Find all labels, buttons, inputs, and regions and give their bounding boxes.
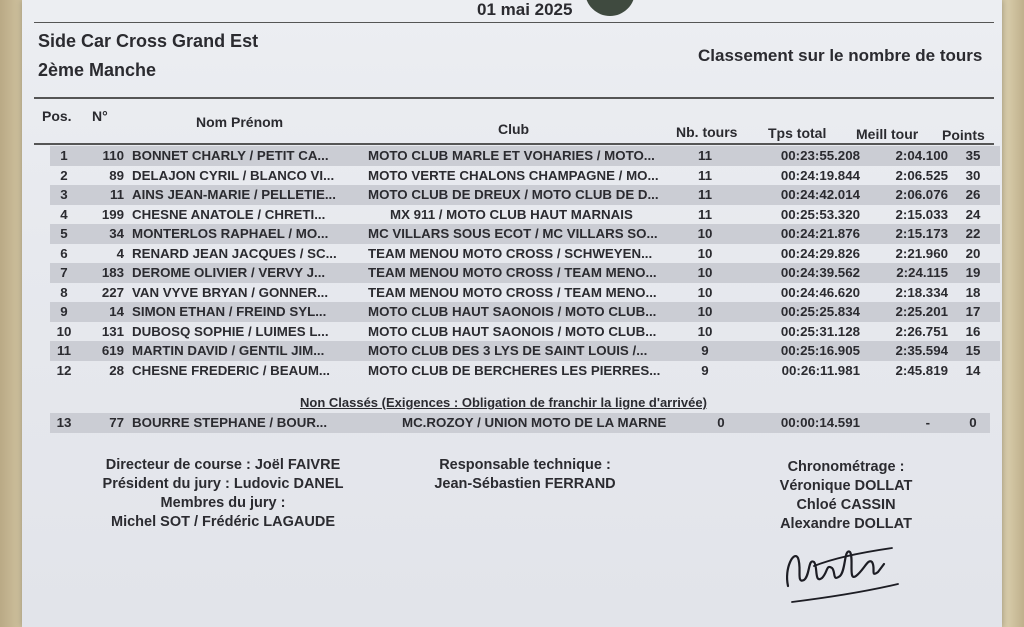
jury-president: Président du jury : Ludovic DANEL [102,476,344,492]
columns-divider [34,143,994,145]
jury-members-title: Membres du jury : [160,495,286,511]
table-row: 1 110 BONNET CHARLY / PETIT CA... MOTO CLUB MARLE ET VOHARIES / MOTO... 11 00:23:55.208 2:04.100 35 [50,146,1000,166]
logo-icon [585,0,635,16]
officials-block [78,456,368,532]
timing-block [746,458,946,534]
col-header-pos: Pos. [42,108,72,124]
table-row: 5 34 MONTERLOS RAPHAEL / MO... MC VILLARS SOUS ECOT / MC VILLARS SO... 10 00:24:21.876 2:15.173 22 [50,224,1000,244]
results-table [50,146,1000,380]
ranking-type: Classement sur le nombre de tours [698,46,983,65]
results-sheet [22,0,1002,627]
table-row: 10 131 DUBOSQ SOPHIE / LUIMES L... MOTO CLUB HAUT SAONOIS / MOTO CLUB... 10 00:25:31.128 2:26.751 16 [56,323,981,339]
table-row: 12 28 CHESNE FREDERIC / BEAUM... MOTO CLUB DE BERCHERES LES PIERRES... 9 00:26:11.981 2:45.819 14 [56,362,981,378]
table-row: 7 183 DEROME OLIVIER / VERVY J... TEAM MENOU MOTO CROSS / TEAM MENO... 10 00:24:39.562 2:24.115 19 [50,263,1000,283]
timing-person-1: Véronique DOLLAT [779,478,913,494]
table-row: 13 77 BOURRE STEPHANE / BOUR... MC.ROZOY / UNION MOTO DE LA MARNE 0 00:00:14.591 - 0 [50,413,990,433]
event-title: Side Car Cross Grand Est [38,31,259,51]
col-header-club: Club [498,121,530,137]
col-header-num: N° [92,108,108,124]
race-heat: 2ème Manche [38,60,157,80]
non-classified-title: Non Classés (Exigences : Obligation de franchir la ligne d'arrivée) [300,395,707,410]
col-header-time: Tps total [768,125,827,141]
jury-members: Michel SOT / Frédéric LAGAUDE [111,514,335,530]
technical-block [420,456,630,494]
timing-person-3: Alexandre DOLLAT [780,516,912,532]
header-divider [34,22,994,23]
col-header-points: Points [942,127,985,143]
table-row: 2 89 DELAJON CYRIL / BLANCO VI... MOTO VERTE CHALONS CHAMPAGNE / MO... 11 00:24:19.844 2:06.525 30 [60,167,981,183]
table-row: 3 11 AINS JEAN-MARIE / PELLETIE... MOTO CLUB DE DREUX / MOTO CLUB DE D... 11 00:24:42.014 2:06.076 26 [50,185,1000,205]
technical-title: Responsable technique : [439,457,611,473]
signature-icon [774,528,914,608]
non-classified-table [50,413,990,433]
header-bottom-divider [34,97,994,99]
event-date: 01 mai 2025 [477,0,573,19]
race-director: Directeur de course : Joël FAIVRE [105,457,341,473]
table-row: 11 619 MARTIN DAVID / GENTIL JIM... MOTO CLUB DES 3 LYS DE SAINT LOUIS /... 9 00:25:16.905 2:35.594 15 [50,341,1000,361]
col-header-best: Meill tour [856,126,919,142]
technical-name: Jean-Sébastien FERRAND [434,476,616,492]
table-row: 6 4 RENARD JEAN JACQUES / SC... TEAM MENOU MOTO CROSS / SCHWEYEN... 10 00:24:29.826 2:21.960 20 [60,245,981,261]
timing-title: Chronométrage : [787,459,905,475]
col-header-name: Nom Prénom [196,114,284,130]
timing-person-2: Chloé CASSIN [796,497,896,513]
table-row: 9 14 SIMON ETHAN / FREIND SYL... MOTO CLUB HAUT SAONOIS / MOTO CLUB... 10 00:25:25.834 2:25.201 17 [50,302,1000,322]
table-row: 8 227 VAN VYVE BRYAN / GONNER... TEAM MENOU MOTO CROSS / TEAM MENO... 10 00:24:46.620 2:18.334 18 [60,284,981,300]
table-row: 4 199 CHESNE ANATOLE / CHRETI... MX 911 / MOTO CLUB HAUT MARNAIS 11 00:25:53.320 2:15.033 24 [60,206,981,222]
col-header-tours: Nb. tours [676,124,738,140]
